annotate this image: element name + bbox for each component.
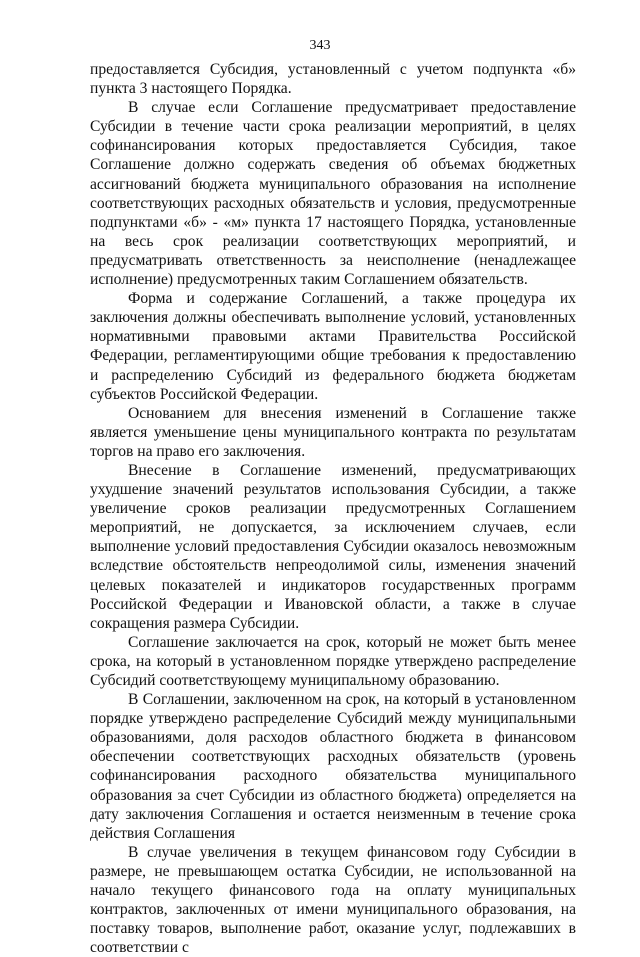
paragraph: Форма и содержание Соглашений, а также процедура их заключения должны обеспечивать выполнение условий, установленных нормативными правовыми актами Правительства Российской Федерации, регламентирующими общие требования к предоставлению и распределению Субсидий из федерального бюджета бюджетам субъектов Российской Федерации. xyxy=(90,290,576,403)
paragraph: Соглашение заключается на срок, который не может быть менее срока, на который в установленном порядке утверждено распределение Субсидий соответствующему муниципальному образованию. xyxy=(90,633,576,689)
paragraph: Внесение в Соглашение изменений, предусматривающих ухудшение значений результатов использования Субсидии, а также увеличение сроков реализации предусмотренных Соглашением мероприятий, не допускается, за исключением случаев, если выполнение условий предоставления Субсидии оказалось невозможным вследствие обстоятельств непреодолимой силы, изменения значений целевых показателей и индикаторов государственных программ Российской Федерации и Ивановской области, а также в случае сокращения размера Субсидии. xyxy=(90,461,576,632)
paragraph: Основанием для внесения изменений в Соглашение также является уменьшение цены муниципального контракта по результатам торгов на право его заключения. xyxy=(90,404,576,460)
body-text xyxy=(90,60,576,957)
page-number: 343 xyxy=(309,38,331,53)
paragraph: В случае увеличения в текущем финансовом году Субсидии в размере, не превышающем остатка Субсидии, не использованной на начало текущего финансового года на оплату муниципальных контрактов, заключенных от имени муниципального образования, на поставку товаров, выполнение работ, оказание услуг, подлежавших в соответствии с xyxy=(90,843,576,957)
paragraph: В Соглашении, заключенном на срок, на который в установленном порядке утверждено распределение Субсидий между муниципальными образованиями, доля расходов областного бюджета в финансовом обеспечении соответствующих расходных обязательств (уровень софинансирования расходного обязательства муниципального образования за счет Субсидии из областного бюджета) определяется на дату заключения Соглашения и остается неизменным в течение срока действия Соглашения xyxy=(90,691,576,842)
paragraph: В случае если Соглашение предусматривает предоставление Субсидии в течение части срока реализации мероприятий, в целях софинансирования которых предоставляется Субсидия, такое Соглашение должно содержать сведения об объемах бюджетных ассигнований бюджета муниципального образования на исполнение соответствующих расходных обязательств и условия, предусмотренные подпунктами «б» - «м» пункта 17 настоящего Порядка, установленные на весь срок реализации соответствующих мероприятий, и предусматривать ответственность за неисполнение (ненадлежащее исполнение) предусмотренных таким Соглашением обязательств. xyxy=(90,99,576,289)
paragraph: предоставляется Субсидия, установленный с учетом подпункта «б» пункта 3 настоящего Порядка. xyxy=(90,61,576,98)
